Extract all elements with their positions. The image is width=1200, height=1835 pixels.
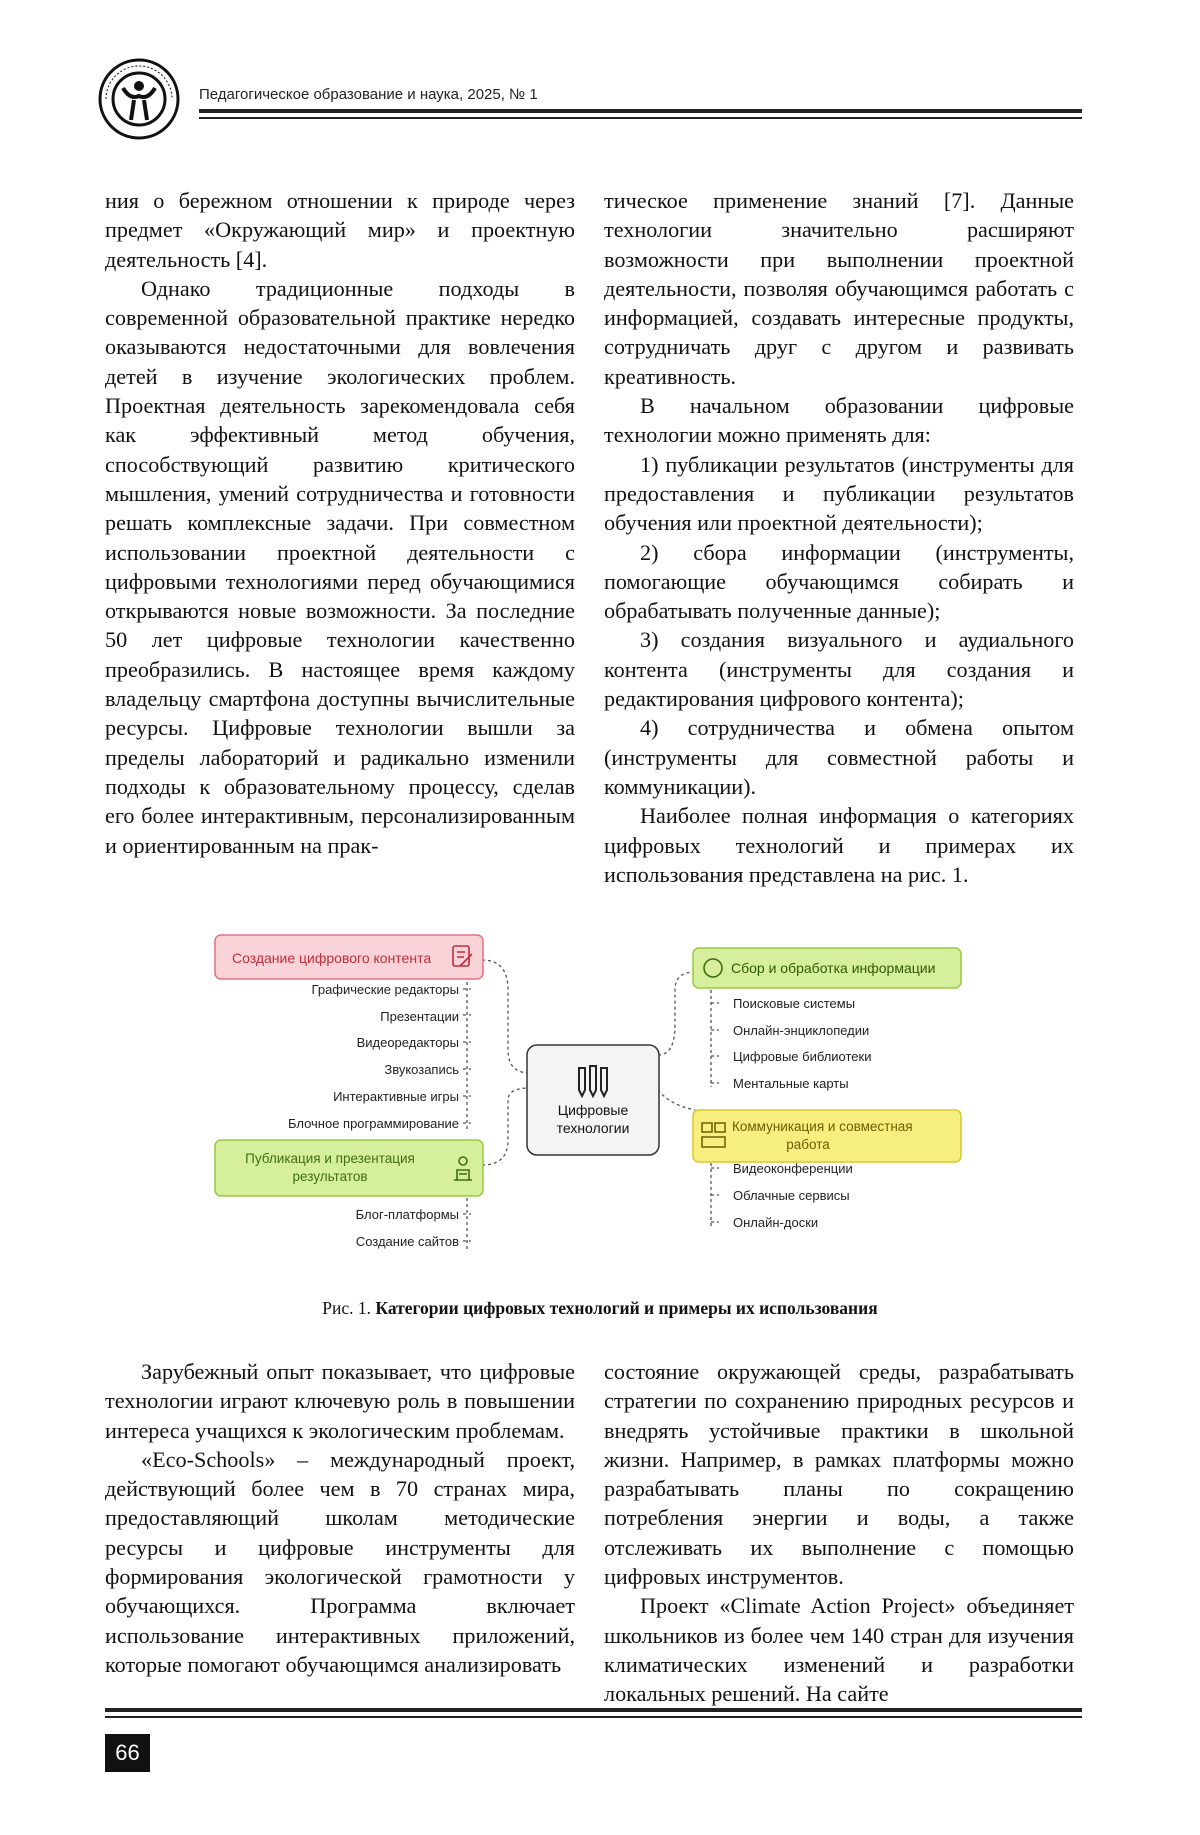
figure-mindmap bbox=[210, 930, 1000, 1275]
footer-rule-thin bbox=[105, 1716, 1082, 1718]
publication-title: Публикация и презентация bbox=[245, 1151, 415, 1166]
communication-item: Онлайн-доски bbox=[733, 1215, 819, 1230]
content-item: Звукозапись bbox=[384, 1062, 459, 1077]
communication-item: Облачные сервисы bbox=[733, 1188, 850, 1203]
figure-caption bbox=[0, 1298, 1200, 1319]
list-item: 2) сбора информации (инструменты, помогающие обучающимся собирать и обрабатывать полученные данные); bbox=[604, 539, 1074, 624]
header-rule bbox=[199, 109, 1082, 113]
connector bbox=[658, 972, 695, 1055]
paragraph: «Eco-Schools» – международный проект, действующий более чем в 70 странах мира, предоставляющий школам методические ресурсы и цифровые инструменты для формирования экологической грамотности у обучающихся. Программа включает использование интерактивных приложений, которые помогают обучающимся анализировать bbox=[105, 1446, 575, 1677]
communication-title: Коммуникация и совместная bbox=[732, 1119, 913, 1134]
center-node bbox=[527, 1045, 659, 1155]
publication-item: Создание сайтов bbox=[355, 1234, 459, 1249]
publication-title: результатов bbox=[292, 1169, 368, 1184]
journal-title: Педагогическое образование и наука, 2025, № 1 bbox=[199, 86, 538, 103]
paragraph: В начальном образовании цифровые технологии можно применять для: bbox=[604, 393, 1074, 448]
list-item: 3) создания визуального и аудиального контента (инструменты для создания и редактирования цифрового контента); bbox=[604, 627, 1074, 712]
paragraph: состояние окружающей среды, разрабатывать стратегии по сохранению природных ресурсов и внедрять устойчивые практики в школьной жизни. Например, в рамках платформы можно разрабатывать планы по сокращению потребления энергии и воды, а также отслеживать их выполнение с помощью цифровых инструментов. bbox=[604, 1359, 1074, 1590]
paragraph: тическое применение знаний [7]. Данные технологии значительно расширяют возможности при выполнении проектной деятельности, позволяя обучающимся работать с информацией, создавать интересные продукты, сотрудничать друг с другом и развивать креативность. bbox=[604, 188, 1074, 389]
center-label: Цифровые bbox=[557, 1102, 629, 1118]
footer-rule bbox=[105, 1708, 1082, 1712]
list-item: 1) публикации результатов (инструменты для предоставления и публикации результатов обучения или проектной деятельности); bbox=[604, 451, 1074, 536]
page-number: 66 bbox=[105, 1734, 150, 1772]
publication-node bbox=[215, 1140, 483, 1196]
paragraph: Проект «Climate Action Project» объединяет школьников из более чем 140 стран для изучения климатических изменений и разработки локальных решений. На сайте bbox=[604, 1593, 1074, 1707]
collection-item: Цифровые библиотеки bbox=[733, 1049, 872, 1064]
communication-title: работа bbox=[786, 1137, 830, 1152]
collection-item: Онлайн-энциклопедии bbox=[733, 1023, 870, 1038]
column-left-bottom bbox=[105, 1357, 575, 1679]
connector bbox=[482, 1088, 530, 1165]
collection-title: Сбор и обработка информации bbox=[731, 960, 936, 976]
paragraph: Зарубежный опыт показывает, что цифровые технологии играют ключевую роль в повышении интереса учащихся к экологическим проблемам. bbox=[105, 1359, 575, 1443]
center-label: технологии bbox=[556, 1120, 630, 1136]
journal-logo-icon bbox=[98, 58, 180, 140]
paragraph: Однако традиционные подходы в современной образовательной практике нередко оказываются недостаточными для вовлечения детей в изучение экологических проблем. Проектная деятельность зарекомендовала себя как эффективный метод обучения, способствующий развитию критического мышления, умений сотрудничества и готовности решать комплексные задачи. При совместном использовании проектной деятельности с цифровыми технологиями перед обучающимися открываются новые возможности. За последние 50 лет цифровые технологии качественно преобразились. В настоящее время каждому владельцу смартфона доступны вычислительные ресурсы. Цифровые технологии вышли за пределы лабораторий и радикально изменили подходы к образовательному процессу, сделав его более интерактивным, персонализированным и ориентированным на прак- bbox=[105, 275, 575, 858]
caption-prefix: Рис. 1. bbox=[322, 1298, 372, 1318]
column-left-top bbox=[105, 186, 575, 860]
column-right-top bbox=[604, 186, 1074, 889]
publication-item: Блог-платформы bbox=[355, 1207, 459, 1222]
paragraph: ния о бережном отношении к природе через предмет «Окружающий мир» и проектную деятельность [4]. bbox=[105, 188, 575, 272]
list-item: 4) сотрудничества и обмена опытом (инструменты для совместной работы и коммуникации). bbox=[604, 715, 1074, 799]
caption-text: Категории цифровых технологий и примеры их использования bbox=[375, 1298, 878, 1318]
communication-item: Видеоконференции bbox=[733, 1161, 853, 1176]
content-item: Презентации bbox=[380, 1009, 459, 1024]
header-rule-thin bbox=[199, 117, 1082, 119]
content-title: Создание цифрового контента bbox=[232, 950, 432, 966]
content-item: Видеоредакторы bbox=[356, 1035, 459, 1050]
content-item: Блочное программирование bbox=[287, 1116, 459, 1131]
collection-item: Ментальные карты bbox=[733, 1076, 849, 1091]
collection-item: Поисковые системы bbox=[733, 996, 856, 1011]
content-item: Графические редакторы bbox=[311, 982, 459, 997]
paragraph: Наиболее полная информация о категориях цифровых технологий и примерах их использования представлена на рис. 1. bbox=[604, 803, 1074, 887]
content-item: Интерактивные игры bbox=[333, 1089, 459, 1104]
connector bbox=[658, 1090, 695, 1110]
communication-node bbox=[693, 1110, 961, 1162]
connector bbox=[482, 960, 530, 1073]
column-right-bottom bbox=[604, 1357, 1074, 1709]
